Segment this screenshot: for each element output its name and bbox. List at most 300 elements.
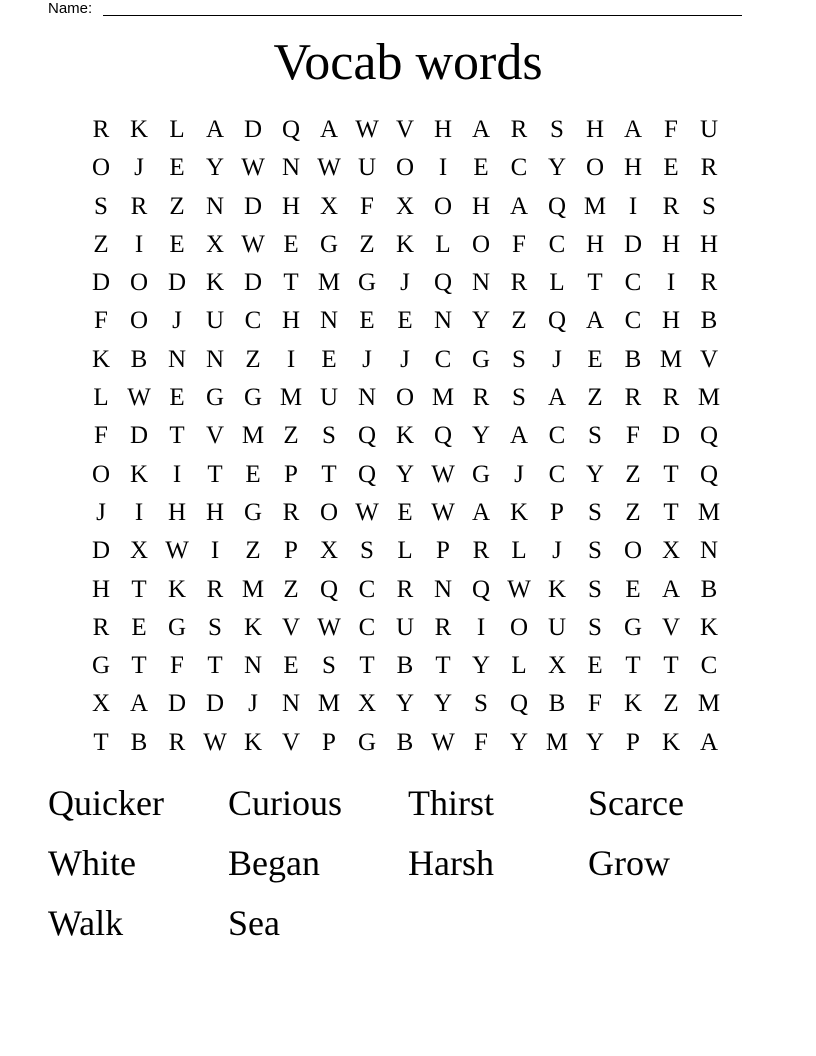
grid-letter: B — [396, 652, 414, 680]
grid-letter: E — [283, 652, 299, 680]
grid-letter: O — [433, 192, 453, 220]
grid-letter: Y — [471, 307, 491, 335]
grid-letter: O — [129, 307, 149, 335]
grid-letter: Y — [395, 690, 415, 718]
grid-letter: R — [472, 384, 490, 412]
grid-letter: B — [700, 307, 718, 335]
grid-letter: Y — [205, 154, 225, 182]
grid-letter: O — [91, 154, 111, 182]
word-list — [48, 780, 768, 960]
word-list-item: Quicker — [48, 783, 164, 823]
letter-grid — [82, 111, 728, 762]
grid-letter: P — [626, 728, 640, 756]
grid-letter: X — [661, 537, 681, 565]
grid-letter: F — [626, 422, 640, 450]
grid-letter: H — [281, 307, 301, 335]
grid-letter: K — [205, 269, 225, 297]
grid-letter: T — [359, 652, 375, 680]
grid-letter: Q — [699, 460, 719, 488]
grid-letter: B — [396, 728, 414, 756]
grid-letter: F — [170, 652, 184, 680]
grid-letter: T — [625, 652, 641, 680]
grid-letter: M — [317, 269, 341, 297]
grid-letter: T — [169, 422, 185, 450]
grid-letter: G — [319, 230, 339, 258]
grid-letter: N — [357, 384, 377, 412]
grid-letter: E — [169, 230, 185, 258]
grid-letter: W — [355, 116, 379, 143]
grid-letter: E — [625, 575, 641, 603]
grid-letter: N — [319, 307, 339, 335]
grid-letter: A — [699, 728, 719, 756]
grid-letter: D — [91, 269, 111, 297]
grid-letter: J — [552, 537, 562, 565]
grid-letter: A — [623, 116, 643, 143]
grid-letter: S — [512, 345, 526, 373]
grid-letter: G — [471, 460, 491, 488]
grid-letter: J — [248, 690, 258, 718]
grid-letter: S — [94, 192, 108, 220]
grid-letter: I — [286, 345, 296, 373]
grid-letter: O — [585, 154, 605, 182]
grid-letter: R — [282, 498, 300, 526]
grid-letter: J — [362, 345, 372, 373]
word-list-item: Harsh — [408, 843, 494, 883]
grid-letter: A — [471, 116, 491, 143]
grid-letter: E — [473, 154, 489, 182]
grid-letter: W — [165, 537, 189, 565]
grid-letter: Z — [283, 575, 299, 603]
grid-letter: W — [431, 498, 455, 526]
grid-letter: N — [281, 154, 301, 182]
grid-letter: Z — [169, 192, 185, 220]
grid-letter: X — [205, 230, 225, 258]
grid-letter: I — [210, 537, 220, 565]
grid-letter: K — [395, 422, 415, 450]
grid-letter: S — [208, 613, 222, 641]
grid-letter: E — [397, 307, 413, 335]
grid-letter: D — [243, 269, 263, 297]
grid-letter: J — [134, 154, 144, 182]
grid-letter: P — [284, 460, 298, 488]
grid-letter: R — [700, 154, 718, 182]
grid-letter: Y — [585, 728, 605, 756]
grid-letter: L — [549, 269, 565, 297]
grid-letter: G — [471, 345, 491, 373]
grid-letter: I — [476, 613, 486, 641]
grid-letter: Y — [433, 690, 453, 718]
grid-letter: V — [281, 728, 301, 756]
grid-letter: Q — [357, 460, 377, 488]
grid-letter: D — [661, 422, 681, 450]
grid-letter: X — [129, 537, 149, 565]
grid-letter: E — [397, 498, 413, 526]
grid-letter: W — [355, 498, 379, 526]
grid-letter: R — [510, 116, 528, 143]
grid-letter: Z — [245, 345, 261, 373]
grid-letter: S — [550, 116, 564, 143]
grid-letter: A — [547, 384, 567, 412]
grid-letter: S — [360, 537, 374, 565]
grid-letter: J — [514, 460, 524, 488]
grid-letter: S — [322, 652, 336, 680]
word-list-item: Sea — [228, 903, 280, 943]
grid-letter: N — [205, 192, 225, 220]
grid-letter: M — [241, 422, 265, 450]
grid-letter: G — [243, 498, 263, 526]
grid-letter: T — [283, 269, 299, 297]
grid-letter: S — [588, 575, 602, 603]
grid-letter: N — [699, 537, 719, 565]
grid-letter: O — [91, 460, 111, 488]
grid-letter: L — [397, 537, 413, 565]
grid-letter: M — [697, 498, 721, 526]
grid-letter: R — [92, 116, 110, 143]
grid-letter: S — [474, 690, 488, 718]
grid-letter: Z — [587, 384, 603, 412]
grid-letter: D — [129, 422, 149, 450]
grid-letter: U — [357, 154, 377, 182]
grid-letter: A — [509, 192, 529, 220]
grid-letter: D — [167, 690, 187, 718]
grid-letter: D — [623, 230, 643, 258]
grid-letter: N — [205, 345, 225, 373]
grid-letter: Y — [509, 728, 529, 756]
grid-letter: H — [585, 116, 605, 143]
grid-letter: Y — [547, 154, 567, 182]
word-list-item: Thirst — [408, 783, 494, 823]
grid-letter: W — [431, 460, 455, 488]
grid-letter: D — [91, 537, 111, 565]
grid-letter: M — [545, 728, 569, 756]
grid-letter: M — [279, 384, 303, 412]
grid-letter: N — [167, 345, 187, 373]
grid-letter: F — [94, 307, 108, 335]
grid-letter: F — [588, 690, 602, 718]
grid-letter: Q — [547, 192, 567, 220]
grid-letter: Z — [625, 460, 641, 488]
grid-letter: I — [666, 269, 676, 297]
grid-letter: W — [507, 575, 531, 603]
grid-letter: W — [317, 613, 341, 641]
grid-letter: M — [697, 384, 721, 412]
grid-letter: C — [244, 307, 262, 335]
grid-letter: H — [281, 192, 301, 220]
grid-letter: T — [207, 652, 223, 680]
grid-letter: U — [699, 116, 719, 143]
grid-letter: H — [167, 498, 187, 526]
grid-letter: H — [661, 230, 681, 258]
grid-letter: T — [131, 575, 147, 603]
word-list-item: White — [48, 843, 136, 883]
grid-letter: C — [358, 613, 376, 641]
grid-letter: H — [471, 192, 491, 220]
grid-letter: Z — [511, 307, 527, 335]
grid-letter: C — [434, 345, 452, 373]
grid-letter: W — [317, 154, 341, 182]
name-blank-line — [103, 15, 742, 16]
grid-letter: E — [169, 384, 185, 412]
grid-letter: H — [205, 498, 225, 526]
grid-letter: E — [131, 613, 147, 641]
word-list-item: Began — [228, 843, 320, 883]
grid-letter: M — [431, 384, 455, 412]
grid-letter: R — [700, 269, 718, 297]
grid-letter: N — [471, 269, 491, 297]
grid-letter: Q — [471, 575, 491, 603]
grid-letter: S — [588, 422, 602, 450]
grid-letter: J — [96, 498, 106, 526]
grid-letter: W — [203, 728, 227, 756]
grid-letter: C — [510, 154, 528, 182]
grid-letter: H — [661, 307, 681, 335]
grid-letter: L — [93, 384, 109, 412]
grid-letter: M — [697, 690, 721, 718]
grid-letter: Z — [663, 690, 679, 718]
grid-letter: Z — [245, 537, 261, 565]
grid-letter: W — [241, 154, 265, 182]
grid-letter: Z — [625, 498, 641, 526]
grid-letter: Y — [471, 652, 491, 680]
grid-letter: P — [284, 537, 298, 565]
grid-letter: T — [663, 652, 679, 680]
grid-letter: Z — [283, 422, 299, 450]
grid-letter: S — [702, 192, 716, 220]
grid-letter: K — [129, 116, 149, 143]
grid-letter: Q — [699, 422, 719, 450]
grid-letter: U — [547, 613, 567, 641]
grid-letter: M — [659, 345, 683, 373]
grid-letter: T — [435, 652, 451, 680]
grid-letter: I — [438, 154, 448, 182]
grid-letter: S — [588, 537, 602, 565]
grid-letter: T — [131, 652, 147, 680]
grid-letter: D — [243, 116, 263, 143]
grid-letter: S — [588, 498, 602, 526]
name-field — [48, 0, 742, 18]
grid-letter: P — [550, 498, 564, 526]
grid-letter: R — [396, 575, 414, 603]
grid-letter: A — [471, 498, 491, 526]
grid-letter: K — [91, 345, 111, 373]
grid-letter: F — [474, 728, 488, 756]
grid-letter: R — [434, 613, 452, 641]
grid-letter: V — [395, 116, 415, 143]
grid-letter: X — [547, 652, 567, 680]
grid-letter: E — [359, 307, 375, 335]
grid-letter: Q — [433, 269, 453, 297]
grid-letter: S — [588, 613, 602, 641]
grid-letter: W — [431, 728, 455, 756]
grid-letter: D — [167, 269, 187, 297]
grid-letter: F — [512, 230, 526, 258]
grid-letter: H — [699, 230, 719, 258]
grid-letter: Z — [93, 230, 109, 258]
grid-letter: J — [172, 307, 182, 335]
grid-letter: U — [395, 613, 415, 641]
grid-letter: C — [358, 575, 376, 603]
grid-letter: V — [699, 345, 719, 373]
grid-letter: O — [509, 613, 529, 641]
grid-letter: O — [395, 154, 415, 182]
grid-letter: E — [663, 154, 679, 182]
grid-letter: X — [319, 537, 339, 565]
grid-letter: E — [245, 460, 261, 488]
page-title: Vocab words — [273, 34, 543, 91]
grid-letter: C — [548, 422, 566, 450]
grid-letter: X — [319, 192, 339, 220]
grid-letter: J — [400, 269, 410, 297]
grid-letter: Y — [395, 460, 415, 488]
grid-letter: O — [623, 537, 643, 565]
grid-letter: O — [395, 384, 415, 412]
grid-letter: B — [548, 690, 566, 718]
grid-letter: T — [321, 460, 337, 488]
grid-letter: J — [400, 345, 410, 373]
grid-letter: E — [587, 652, 603, 680]
grid-letter: N — [243, 652, 263, 680]
grid-letter: R — [92, 613, 110, 641]
word-list-item: Grow — [588, 843, 670, 883]
grid-letter: E — [283, 230, 299, 258]
grid-letter: Q — [509, 690, 529, 718]
grid-letter: Y — [471, 422, 491, 450]
grid-letter: C — [624, 307, 642, 335]
grid-letter: H — [585, 230, 605, 258]
word-list-item: Scarce — [588, 783, 684, 823]
grid-letter: A — [129, 690, 149, 718]
grid-letter: Q — [357, 422, 377, 450]
grid-letter: X — [395, 192, 415, 220]
grid-letter: G — [357, 728, 377, 756]
grid-letter: M — [317, 690, 341, 718]
grid-letter: C — [700, 652, 718, 680]
grid-letter: E — [169, 154, 185, 182]
grid-letter: Y — [585, 460, 605, 488]
grid-letter: F — [360, 192, 374, 220]
grid-letter: N — [433, 575, 453, 603]
grid-letter: F — [664, 116, 678, 143]
grid-letter: N — [281, 690, 301, 718]
grid-letter: G — [167, 613, 187, 641]
grid-letter: Q — [281, 116, 301, 143]
grid-letter: C — [548, 230, 566, 258]
grid-letter: Q — [433, 422, 453, 450]
grid-letter: B — [130, 345, 148, 373]
grid-letter: T — [93, 728, 109, 756]
grid-letter: K — [623, 690, 643, 718]
grid-letter: I — [134, 498, 144, 526]
grid-letter: T — [587, 269, 603, 297]
grid-letter: R — [130, 192, 148, 220]
name-label: Name: — [48, 0, 93, 17]
grid-letter: T — [663, 498, 679, 526]
grid-letter: K — [167, 575, 187, 603]
grid-letter: Z — [359, 230, 375, 258]
grid-letter: R — [662, 192, 680, 220]
grid-letter: A — [319, 116, 339, 143]
grid-letter: R — [472, 537, 490, 565]
grid-letter: R — [624, 384, 642, 412]
grid-letter: K — [509, 498, 529, 526]
grid-letter: H — [433, 116, 453, 143]
grid-letter: G — [205, 384, 225, 412]
grid-letter: F — [94, 422, 108, 450]
grid-letter: R — [168, 728, 186, 756]
grid-letter: K — [243, 728, 263, 756]
grid-letter: I — [134, 230, 144, 258]
grid-letter: R — [662, 384, 680, 412]
grid-letter: L — [511, 537, 527, 565]
word-list-item: Curious — [228, 783, 343, 823]
grid-letter: X — [357, 690, 377, 718]
grid-letter: A — [585, 307, 605, 335]
grid-letter: K — [395, 230, 415, 258]
grid-letter: D — [243, 192, 263, 220]
grid-letter: I — [628, 192, 638, 220]
grid-letter: K — [243, 613, 263, 641]
grid-letter: M — [583, 192, 607, 220]
word-list-item: Walk — [48, 903, 124, 943]
grid-letter: K — [547, 575, 567, 603]
grid-letter: R — [206, 575, 224, 603]
grid-letter: U — [319, 384, 339, 412]
grid-letter: V — [661, 613, 681, 641]
grid-letter: U — [205, 307, 225, 335]
grid-letter: M — [241, 575, 265, 603]
grid-letter: E — [321, 345, 337, 373]
grid-letter: Q — [547, 307, 567, 335]
grid-letter: L — [169, 116, 185, 143]
grid-letter: N — [433, 307, 453, 335]
grid-letter: D — [205, 690, 225, 718]
grid-letter: K — [129, 460, 149, 488]
grid-letter: S — [322, 422, 336, 450]
grid-letter: G — [91, 652, 111, 680]
grid-letter: G — [357, 269, 377, 297]
grid-letter: Q — [319, 575, 339, 603]
grid-letter: R — [510, 269, 528, 297]
grid-letter: V — [281, 613, 301, 641]
grid-letter: W — [241, 230, 265, 258]
grid-letter: E — [587, 345, 603, 373]
grid-letter: T — [207, 460, 223, 488]
grid-letter: B — [700, 575, 718, 603]
grid-letter: P — [436, 537, 450, 565]
grid-letter: B — [624, 345, 642, 373]
grid-letter: J — [552, 345, 562, 373]
grid-letter: A — [205, 116, 225, 143]
grid-letter: P — [322, 728, 336, 756]
grid-letter: B — [130, 728, 148, 756]
grid-letter: G — [243, 384, 263, 412]
grid-letter: T — [663, 460, 679, 488]
grid-letter: C — [624, 269, 642, 297]
grid-letter: S — [512, 384, 526, 412]
grid-letter: O — [129, 269, 149, 297]
grid-letter: L — [435, 230, 451, 258]
grid-letter: A — [509, 422, 529, 450]
grid-letter: G — [623, 613, 643, 641]
grid-letter: H — [91, 575, 111, 603]
grid-letter: H — [623, 154, 643, 182]
grid-letter: C — [548, 460, 566, 488]
grid-letter: X — [91, 690, 111, 718]
grid-letter: K — [661, 728, 681, 756]
grid-letter: O — [319, 498, 339, 526]
grid-letter: I — [172, 460, 182, 488]
grid-letter: V — [205, 422, 225, 450]
